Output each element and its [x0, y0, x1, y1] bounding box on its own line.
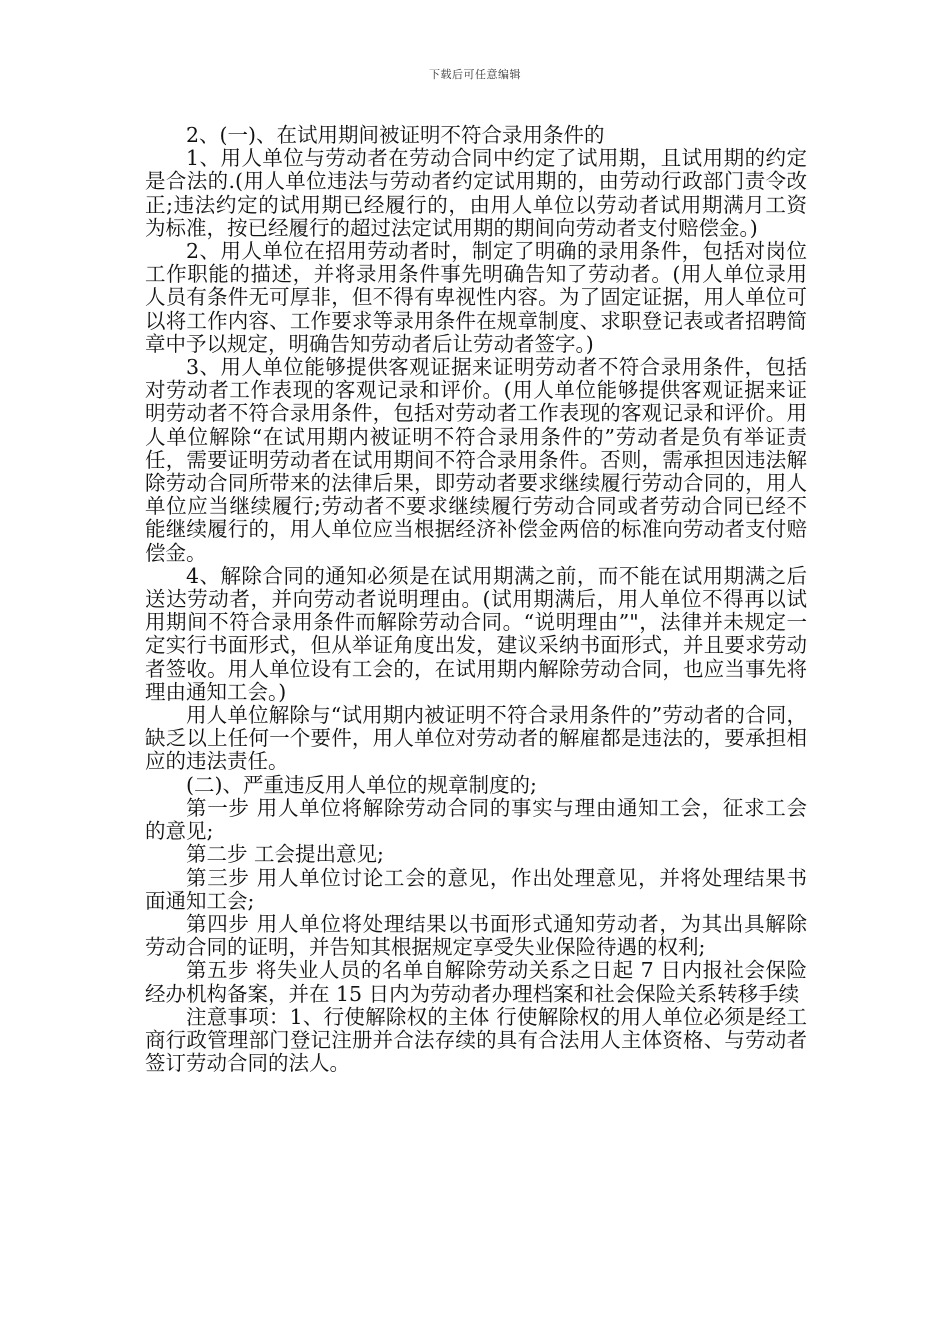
paragraph-step-1: 第一步 用人单位将解除劳动合同的事实与理由通知工会，征求工会的意见; [145, 795, 807, 844]
paragraph-step-2: 第二步 工会提出意见; [186, 842, 384, 867]
paragraph-step-3: 第三步 用人单位讨论工会的意见，作出处理意见，并将处理结果书面通知工会; [145, 865, 807, 913]
paragraph-condition-1: 1、用人单位与劳动者在劳动合同中约定了试用期，且试用期的约定是合法的.(用人单位违法与劳动者约定试用期的，由劳动行政部门责令改正;违法约定的试用期已经履行的，由用人单位以劳动者试用期满月工资为标准，按已经履行的超过法定试用期的期间向劳动者支付赔偿金。) [145, 146, 807, 240]
section-heading-rules-violation: (二)、严重违反用人单位的规章制度的; [186, 772, 537, 797]
paragraph-summary: 用人单位解除与“试用期内被证明不符合录用条件的”劳动者的合同，缺乏以上任何一个要件，用人单位对劳动者的解雇都是违法的，要承担相应的违法责任。 [145, 703, 807, 774]
page-header: 下载后可任意编辑 [429, 68, 521, 81]
paragraph-notes: 注意事项：1、行使解除权的主体 行使解除权的用人单位必须是经工商行政管理部门登记注册并合法存续的具有合法用人主体资格、与劳动者签订劳动合同的法人。 [145, 1004, 807, 1076]
paragraph-step-4: 第四步 用人单位将处理结果以书面形式通知劳动者，为其出具解除劳动合同的证明，并告知其根据规定享受失业保险待遇的权利; [145, 911, 807, 960]
document-body [145, 124, 807, 1075]
section-heading-probation: 2、(一)、在试用期间被证明不符合录用条件的 [186, 123, 605, 147]
paragraph-step-5: 第五步 将失业人员的名单自解除劳动关系之日起 7 日内报社会保险经办机构备案，并在 15 日内为劳动者办理档案和社会保险关系转移手续 [145, 958, 807, 1006]
paragraph-condition-3: 3、用人单位能够提供客观证据来证明劳动者不符合录用条件，包括对劳动者工作表现的客观记录和评价。(用人单位能够提供客观证据来证明劳动者不符合录用条件，包括对劳动者工作表现的客观记录和评价。用人单位解除“在试用期内被证明不符合录用条件的”劳动者是负有举证责任，需要证明劳动者在试用期间不符合录用条件。否则，需承担因违法解除劳动合同所带来的法律后果，即劳动者要求继续履行劳动合同的，用人单位应当继续履行;劳动者不要求继续履行劳动合同或者劳动合同已经不能继续履行的，用人单位应当根据经济补偿金两倍的标准向劳动者支付赔偿金。 [145, 355, 807, 565]
paragraph-condition-4: 4、解除合同的通知必须是在试用期满之前，而不能在试用期满之后送达劳动者，并向劳动者说明理由。(试用期满后，用人单位不得再以试用期间不符合录用条件而解除劳动合同。“说明理由”"，法律并未规定一定实行书面形式，但从举证角度出发，建议采纳书面形式，并且要求劳动者签收。用人单位设有工会的，在试用期内解除劳动合同，也应当事先将理由通知工会。) [145, 563, 807, 704]
paragraph-condition-2: 2、用人单位在招用劳动者时，制定了明确的录用条件，包括对岗位工作职能的描述，并将录用条件事先明确告知了劳动者。(用人单位录用人员有条件无可厚非，但不得有卑视性内容。为了固定证据，用人单位可以将工作内容、工作要求等录用条件在规章制度、求职登记表或者招聘简章中予以规定，明确告知劳动者后让劳动者签字。) [145, 239, 807, 356]
